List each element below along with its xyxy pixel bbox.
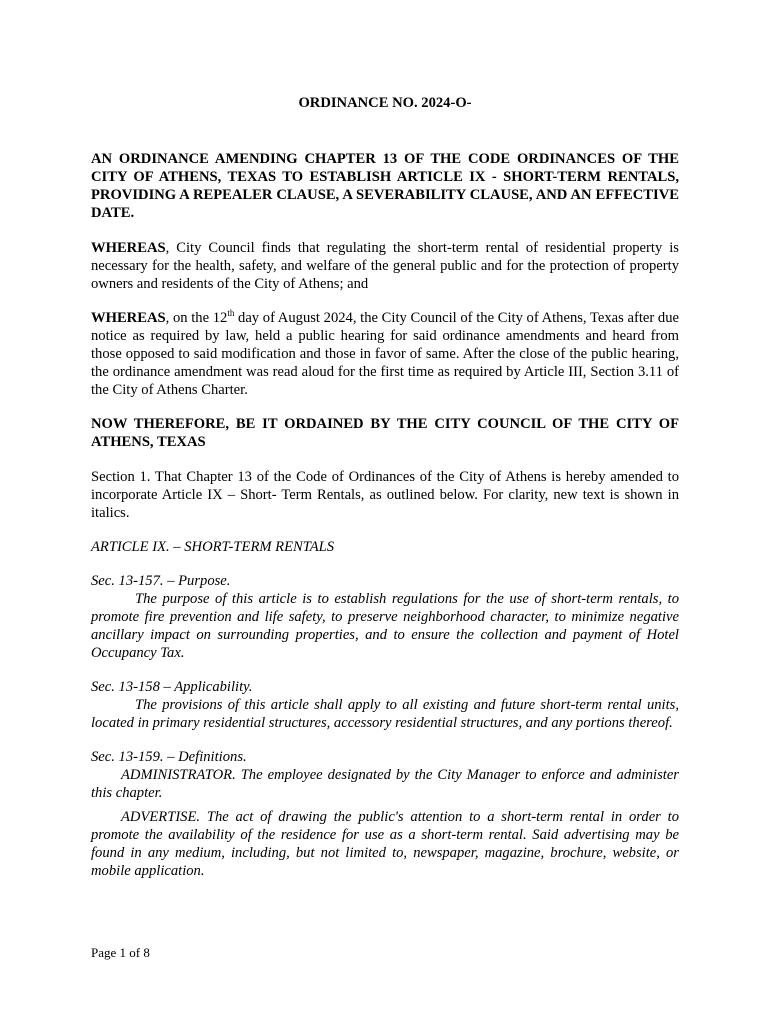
section-1-paragraph: Section 1. That Chapter 13 of the Code of Ordinances of the City of Athens is hereby amended to incorporate Article IX – Short- Term Rentals, as outlined below. For clarity, new text is shown in italics. [91,469,679,521]
definition-administrator: ADMINISTRATOR. The employee designated by the City Manager to enforce and administer this chapter. [91,767,679,801]
whereas-text: , City Council finds that regulating the short-term rental of residential property is necessary for the health, safety, and welfare of the general public and for the protection of property owners and residents of the City of Athens; and [91,240,679,292]
whereas-lead: WHEREAS [91,240,166,256]
sec-157-heading: Sec. 13-157. – Purpose. [91,573,231,589]
whereas-pre: , on the 12 [165,310,228,326]
whereas-text: day of August 2024, the City Council of the City of Athens, Texas after due notice as required by law, held a public hearing for said ordinance amendments and heard from those opposed to said modification and those in favor of same. After the close of the public hearing, the ordinance amendment was read aloud for the first time as required by Article III, Section 3.11 of the City of Athens Charter. [91,310,679,398]
article-title: ARTICLE IX. – SHORT-TERM RENTALS [91,539,335,555]
whereas-paragraph-1 [91,239,679,293]
ordinance-heading: AN ORDINANCE AMENDING CHAPTER 13 OF THE CODE ORDINANCES OF THE CITY OF ATHENS, TEXAS TO ESTABLISH ARTICLE IX - SHORT-TERM RENTALS, PROVIDING A REPEALER CLAUSE, A SEVERABILITY CLAUSE, AND AN EFFECTIVE DATE. [91,151,679,221]
whereas-lead: WHEREAS [91,310,166,326]
ordinal-suffix: th [227,308,235,318]
ordinance-title: ORDINANCE NO. 2024-O- [298,95,472,111]
page-footer: Page 1 of 8 [91,945,150,960]
whereas-paragraph-2 [91,309,679,399]
sec-157-body: The purpose of this article is to establish regulations for the use of short-term rentals, to promote fire prevention and life safety, to preserve neighborhood character, to minimize negative ancillary impact on surrounding properties, and to ensure the collection and payment of Hotel Occupancy Tax. [91,591,679,661]
definition-advertise: ADVERTISE. The act of drawing the public's attention to a short-term rental in order to promote the availability of the residence for use as a short-term rental. Said advertising may be found in any medium, including, but not limited to, newspaper, magazine, brochure, website, or mobile application. [91,809,679,879]
sec-158-body: The provisions of this article shall apply to all existing and future short-term rental units, located in primary residential structures, accessory residential structures, and any portions thereof. [91,697,679,731]
page-content [91,94,679,880]
sec-158-heading: Sec. 13-158 – Applicability. [91,679,253,695]
sec-159-heading: Sec. 13-159. – Definitions. [91,749,247,765]
ordained-clause: NOW THEREFORE, BE IT ORDAINED BY THE CITY COUNCIL OF THE CITY OF ATHENS, TEXAS [91,416,679,450]
